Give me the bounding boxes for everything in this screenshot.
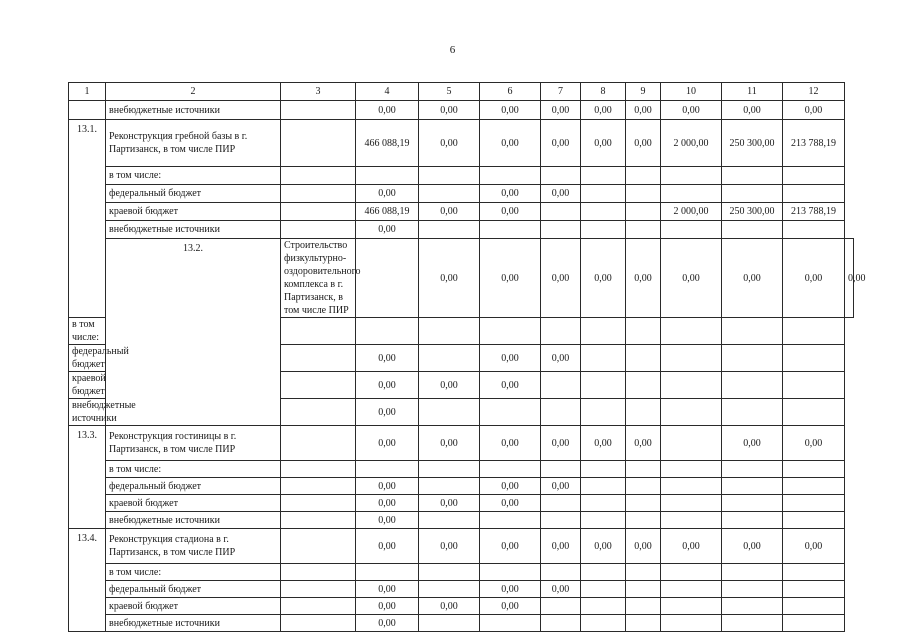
table-cell: 0,00 <box>356 221 419 239</box>
table-cell <box>626 221 661 239</box>
table-cell: 0,00 <box>626 101 661 120</box>
table-cell <box>541 461 581 478</box>
table-cell: 0,00 <box>783 101 845 120</box>
table-cell <box>281 478 356 495</box>
table-cell <box>281 120 356 167</box>
table-cell <box>480 221 541 239</box>
row-name: в том числе: <box>106 167 281 185</box>
table-cell <box>626 372 661 399</box>
table-row <box>69 101 854 120</box>
table-cell: 0,00 <box>722 529 783 564</box>
row-name: краевой бюджет <box>106 598 281 615</box>
table-cell: 0,00 <box>783 426 845 461</box>
table-cell <box>281 426 356 461</box>
table-cell: 0,00 <box>356 495 419 512</box>
row-name: в том числе: <box>106 564 281 581</box>
table-cell: 0,00 <box>480 495 541 512</box>
table-cell: 0,00 <box>419 529 480 564</box>
row-name: внебюджетные источники <box>106 221 281 239</box>
table-cell: 0,00 <box>356 512 419 529</box>
table-cell: 0,00 <box>480 239 541 318</box>
row-number: 13.3. <box>69 426 106 529</box>
table-cell <box>722 581 783 598</box>
table-cell <box>281 495 356 512</box>
table-cell <box>783 581 845 598</box>
table-cell <box>581 512 626 529</box>
table-cell <box>661 615 722 632</box>
table-cell: 0,00 <box>581 120 626 167</box>
table-cell <box>722 598 783 615</box>
table-cell <box>281 529 356 564</box>
table-cell <box>281 318 356 345</box>
table-cell <box>281 399 356 426</box>
row-name: внебюджетные источники <box>106 512 281 529</box>
table-cell <box>722 615 783 632</box>
table-row <box>69 598 854 615</box>
table-cell <box>541 221 581 239</box>
table-cell <box>541 167 581 185</box>
table-cell: 0,00 <box>845 239 854 318</box>
table-cell <box>661 167 722 185</box>
table-cell: 0,00 <box>480 203 541 221</box>
table-cell <box>281 615 356 632</box>
column-number: 6 <box>480 83 541 101</box>
column-number: 7 <box>541 83 581 101</box>
table-cell: 0,00 <box>356 185 419 203</box>
table-cell: 0,00 <box>356 581 419 598</box>
table-cell <box>626 495 661 512</box>
table-cell <box>783 372 845 399</box>
table-cell: 0,00 <box>541 426 581 461</box>
table-row <box>69 426 854 461</box>
table-cell <box>419 221 480 239</box>
table-cell: 0,00 <box>356 372 419 399</box>
table-cell: 250 300,00 <box>722 203 783 221</box>
table-cell <box>722 167 783 185</box>
row-name: федеральный бюджет <box>106 185 281 203</box>
table-cell <box>541 318 581 345</box>
table-cell <box>661 318 722 345</box>
table-cell <box>626 564 661 581</box>
table-cell: 0,00 <box>480 478 541 495</box>
table-cell <box>581 203 626 221</box>
table-row <box>69 239 854 318</box>
table-cell <box>661 345 722 372</box>
table-cell <box>626 512 661 529</box>
table-row <box>69 120 854 167</box>
column-number: 8 <box>581 83 626 101</box>
table-cell: 0,00 <box>480 101 541 120</box>
table-cell <box>281 461 356 478</box>
table-cell <box>281 581 356 598</box>
table-cell: 0,00 <box>419 495 480 512</box>
table-cell <box>541 512 581 529</box>
table-cell: 0,00 <box>480 345 541 372</box>
table-cell <box>281 564 356 581</box>
table-cell <box>626 581 661 598</box>
table-cell <box>281 512 356 529</box>
table-cell <box>783 461 845 478</box>
table-cell: 0,00 <box>356 615 419 632</box>
table-cell: 0,00 <box>419 372 480 399</box>
table-cell: 0,00 <box>356 598 419 615</box>
table-cell <box>626 461 661 478</box>
table-cell <box>722 185 783 203</box>
table-cell <box>722 461 783 478</box>
table-cell <box>626 598 661 615</box>
table-cell <box>419 461 480 478</box>
table-cell <box>661 581 722 598</box>
table-row <box>69 564 854 581</box>
table-cell: 0,00 <box>626 529 661 564</box>
table-cell <box>581 345 626 372</box>
table-cell <box>581 478 626 495</box>
table-cell <box>581 495 626 512</box>
table-cell: 0,00 <box>419 203 480 221</box>
table-cell: 0,00 <box>581 426 626 461</box>
table-cell <box>783 345 845 372</box>
table-cell <box>419 581 480 598</box>
column-number: 10 <box>661 83 722 101</box>
table-cell: 0,00 <box>356 426 419 461</box>
table-cell: 0,00 <box>722 101 783 120</box>
table-cell <box>661 185 722 203</box>
table-cell: 0,00 <box>480 185 541 203</box>
table-cell <box>581 372 626 399</box>
table-cell <box>626 478 661 495</box>
table-cell: 0,00 <box>722 239 783 318</box>
table-cell <box>783 564 845 581</box>
row-name: Реконструкция гостиницы в г. Партизанск, в том числе ПИР <box>106 426 281 461</box>
table-cell <box>661 598 722 615</box>
table-cell: 0,00 <box>722 426 783 461</box>
table-cell <box>626 203 661 221</box>
row-name: федеральный бюджет <box>106 581 281 598</box>
row-name: краевой бюджет <box>106 203 281 221</box>
table-cell <box>783 495 845 512</box>
table-cell <box>581 185 626 203</box>
column-number: 5 <box>419 83 480 101</box>
table-cell: 0,00 <box>419 101 480 120</box>
table-cell <box>356 564 419 581</box>
table-cell <box>480 564 541 581</box>
table-cell <box>480 461 541 478</box>
row-name: краевой бюджет <box>106 495 281 512</box>
table-cell: 0,00 <box>541 120 581 167</box>
table-cell <box>626 345 661 372</box>
table-cell: 0,00 <box>626 120 661 167</box>
table-cell: 213 788,19 <box>783 120 845 167</box>
table-cell <box>281 372 356 399</box>
table-row <box>69 461 854 478</box>
table-cell <box>480 318 541 345</box>
column-number: 3 <box>281 83 356 101</box>
row-name: краевой бюджет <box>69 372 106 399</box>
table-row <box>69 221 854 239</box>
table-cell <box>581 318 626 345</box>
table-cell: 2 000,00 <box>661 120 722 167</box>
table-cell: 466 088,19 <box>356 203 419 221</box>
row-number <box>69 101 106 120</box>
table-row <box>69 581 854 598</box>
table-cell <box>419 345 480 372</box>
table-cell <box>722 345 783 372</box>
table-cell: 0,00 <box>581 529 626 564</box>
table-cell <box>480 399 541 426</box>
table-row <box>69 495 854 512</box>
table-cell: 0,00 <box>541 529 581 564</box>
column-number: 9 <box>626 83 661 101</box>
table-cell: 0,00 <box>356 399 419 426</box>
table-cell <box>541 203 581 221</box>
table-cell <box>281 101 356 120</box>
table-cell <box>661 495 722 512</box>
table-cell <box>783 318 845 345</box>
row-name: внебюджетные источники <box>106 101 281 120</box>
table-cell <box>661 426 722 461</box>
table-cell: 0,00 <box>661 529 722 564</box>
table-cell <box>541 399 581 426</box>
table-cell <box>783 167 845 185</box>
table-cell: 0,00 <box>356 529 419 564</box>
table-cell <box>541 495 581 512</box>
table-cell: 0,00 <box>541 581 581 598</box>
row-number: 13.2. <box>106 239 281 426</box>
table-cell: 0,00 <box>480 598 541 615</box>
table-cell <box>281 598 356 615</box>
table-cell <box>419 615 480 632</box>
table-cell <box>281 167 356 185</box>
table-cell: 0,00 <box>356 478 419 495</box>
table-cell <box>581 399 626 426</box>
column-number: 4 <box>356 83 419 101</box>
table-row <box>69 203 854 221</box>
table-cell <box>626 167 661 185</box>
table-cell <box>480 615 541 632</box>
table-cell <box>661 512 722 529</box>
table-cell <box>581 598 626 615</box>
table-cell <box>722 512 783 529</box>
table-cell <box>626 399 661 426</box>
table-cell <box>783 399 845 426</box>
table-cell <box>480 512 541 529</box>
table-cell <box>419 318 480 345</box>
table-cell <box>356 318 419 345</box>
table-cell: 250 300,00 <box>722 120 783 167</box>
table-cell: 0,00 <box>581 239 626 318</box>
table-cell <box>541 598 581 615</box>
table-row <box>69 185 854 203</box>
table-cell <box>541 615 581 632</box>
table-row <box>69 615 854 632</box>
table-cell: 0,00 <box>783 239 845 318</box>
table-cell <box>661 478 722 495</box>
table-cell <box>581 167 626 185</box>
row-name: федеральный бюджет <box>69 345 106 372</box>
row-number: 13.1. <box>69 120 106 318</box>
table-cell: 0,00 <box>356 101 419 120</box>
table-cell <box>541 372 581 399</box>
column-number: 1 <box>69 83 106 101</box>
table-cell: 0,00 <box>626 426 661 461</box>
table-cell <box>419 564 480 581</box>
table-cell <box>722 478 783 495</box>
table-cell: 0,00 <box>541 478 581 495</box>
page-number: 6 <box>449 44 456 56</box>
table-cell <box>356 167 419 185</box>
table-cell <box>356 239 419 318</box>
table-cell <box>783 185 845 203</box>
table-cell <box>661 564 722 581</box>
table-cell <box>722 564 783 581</box>
table-cell: 0,00 <box>419 239 480 318</box>
table-cell: 0,00 <box>419 598 480 615</box>
table-cell: 0,00 <box>541 185 581 203</box>
table-cell <box>581 564 626 581</box>
table-cell: 0,00 <box>541 101 581 120</box>
table-cell <box>722 221 783 239</box>
table-cell: 0,00 <box>480 529 541 564</box>
table-cell: 0,00 <box>356 345 419 372</box>
table-cell <box>281 203 356 221</box>
budget-table <box>68 82 866 632</box>
table-cell <box>626 615 661 632</box>
table-cell: 466 088,19 <box>356 120 419 167</box>
table-cell: 213 788,19 <box>783 203 845 221</box>
table-cell <box>722 372 783 399</box>
row-name: Реконструкция стадиона в г. Партизанск, в том числе ПИР <box>106 529 281 564</box>
table-cell <box>541 564 581 581</box>
table-cell <box>783 221 845 239</box>
table-cell <box>419 185 480 203</box>
table-cell: 0,00 <box>480 372 541 399</box>
row-name: внебюджетные источники <box>106 615 281 632</box>
table-cell <box>661 221 722 239</box>
table-cell <box>480 167 541 185</box>
table-cell <box>722 495 783 512</box>
column-number: 11 <box>722 83 783 101</box>
row-name: Реконструкция гребной базы в г. Партизанск, в том числе ПИР <box>106 120 281 167</box>
table-cell <box>281 221 356 239</box>
table-cell: 0,00 <box>581 101 626 120</box>
table-cell <box>722 399 783 426</box>
row-number: 13.4. <box>69 529 106 632</box>
table-cell: 0,00 <box>626 239 661 318</box>
table-cell: 0,00 <box>661 239 722 318</box>
table-cell <box>281 345 356 372</box>
table-cell <box>783 598 845 615</box>
row-name: в том числе: <box>106 461 281 478</box>
row-name: Строительство физкультурно-оздоровительного комплекса в г. Партизанск, в том числе ПИР <box>281 239 356 318</box>
column-number-row <box>69 83 854 101</box>
table-cell <box>581 461 626 478</box>
table-cell <box>281 185 356 203</box>
table-cell <box>356 461 419 478</box>
table-cell <box>419 512 480 529</box>
table-cell <box>722 318 783 345</box>
table-cell: 0,00 <box>480 120 541 167</box>
row-name: в том числе: <box>69 318 106 345</box>
table-cell <box>419 478 480 495</box>
table-cell <box>783 615 845 632</box>
table-cell: 0,00 <box>783 529 845 564</box>
table-row <box>69 512 854 529</box>
table-row <box>69 478 854 495</box>
table-cell <box>626 185 661 203</box>
table-cell: 0,00 <box>541 345 581 372</box>
table-cell: 2 000,00 <box>661 203 722 221</box>
column-number: 12 <box>783 83 845 101</box>
row-name: федеральный бюджет <box>106 478 281 495</box>
table-cell <box>661 461 722 478</box>
table-cell <box>581 581 626 598</box>
column-number: 2 <box>106 83 281 101</box>
table-cell <box>419 167 480 185</box>
table-cell <box>581 615 626 632</box>
table-cell <box>783 478 845 495</box>
table-cell: 0,00 <box>541 239 581 318</box>
table-cell: 0,00 <box>480 581 541 598</box>
table-cell: 0,00 <box>480 426 541 461</box>
table-cell: 0,00 <box>419 120 480 167</box>
table-cell <box>661 399 722 426</box>
table-cell <box>419 399 480 426</box>
table-row <box>69 529 854 564</box>
table-cell <box>581 221 626 239</box>
table-cell <box>626 318 661 345</box>
table-row <box>69 167 854 185</box>
table-cell <box>783 512 845 529</box>
table-cell: 0,00 <box>419 426 480 461</box>
table-cell: 0,00 <box>661 101 722 120</box>
table-cell <box>661 372 722 399</box>
row-name: внебюджетные источники <box>69 399 106 426</box>
